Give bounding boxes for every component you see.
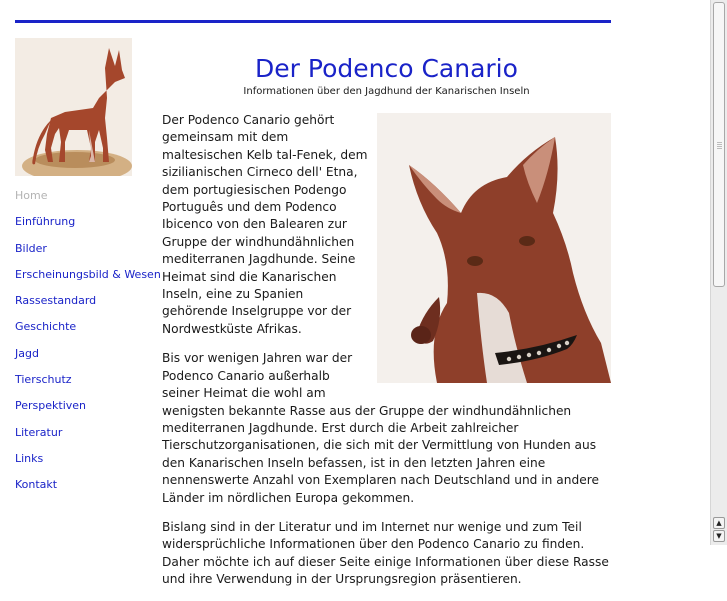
- page-title: Der Podenco Canario: [255, 54, 518, 83]
- dog-standing-photo: [15, 38, 132, 176]
- sidebar-item-jagd[interactable]: Jagd: [15, 346, 39, 360]
- sidebar-item-bilder[interactable]: Bilder: [15, 241, 47, 255]
- history-paragraph: Bis vor wenigen Jahren war der Podenco Canario außerhalb seiner Heimat die wohl am wenigsten bekannte Rasse aus der Gruppe der windhundähnlichen mediterranen Jagdhunde. Erst durch die Arbeit zahlreicher Tierschutzorganisationen, die sich mit der Vermittlung von Hunden aus den Kanarischen Inseln befassen, ist in den letzten Jahren eine nennenswerte Anzahl von Exemplaren nach Deutschland und in andere Länder im nördlichen Europa gekommen.: [162, 351, 599, 505]
- dog-portrait-photo: [377, 113, 611, 383]
- scroll-thumb[interactable]: [713, 2, 725, 287]
- page-subtitle: Informationen über den Jagdhund der Kanarischen Inseln: [243, 86, 530, 97]
- sidebar-item-literatur[interactable]: Literatur: [15, 425, 63, 439]
- purpose-paragraph: Bislang sind in der Literatur und im Internet nur wenige und zum Teil widersprüchliche Informationen über den Podenco Canario zu finden. Daher möchte ich auf dieser Seite einige Informationen über diese Rasse und ihre Verwendung in der Ursprungsregion präsentieren.: [162, 519, 609, 587]
- vertical-scrollbar[interactable]: [710, 0, 727, 545]
- sidebar-item-perspektiven[interactable]: Perspektiven: [15, 399, 87, 413]
- sidebar-item-erscheinungsbild[interactable]: Erscheinungsbild & Wesen: [15, 267, 161, 281]
- arrow-down-icon[interactable]: ▼: [713, 530, 725, 542]
- header-rule: [15, 20, 611, 23]
- sidebar-item-links[interactable]: Links: [15, 451, 44, 465]
- arrow-up-icon[interactable]: ▲: [713, 517, 725, 529]
- sidebar-item-home[interactable]: Home: [15, 189, 48, 202]
- main-content: [162, 112, 611, 601]
- sidebar-item-tierschutz[interactable]: Tierschutz: [15, 373, 72, 387]
- sidebar-nav: [15, 188, 161, 504]
- sidebar-item-geschichte[interactable]: Geschichte: [15, 320, 77, 334]
- intro-paragraph: Der Podenco Canario gehört gemeinsam mit dem maltesischen Kelb tal-Fenek, dem sizilianischen Cirneco dell' Etna, dem portugiesischen Podengo Português und dem Podenco Ibicenco von den Balearen zur Gruppe der windhundähnlichen mediterranen Jagdhunde. Seine Heimat sind die Kanarischen Inseln, eine zu Spanien gehörende Inselgruppe vor der Nordwestküste Afrikas.: [162, 113, 368, 336]
- sidebar-item-einfuehrung[interactable]: Einführung: [15, 215, 76, 229]
- sidebar-item-kontakt[interactable]: Kontakt: [15, 478, 58, 492]
- sidebar-item-rassestandard[interactable]: Rassestandard: [15, 294, 97, 308]
